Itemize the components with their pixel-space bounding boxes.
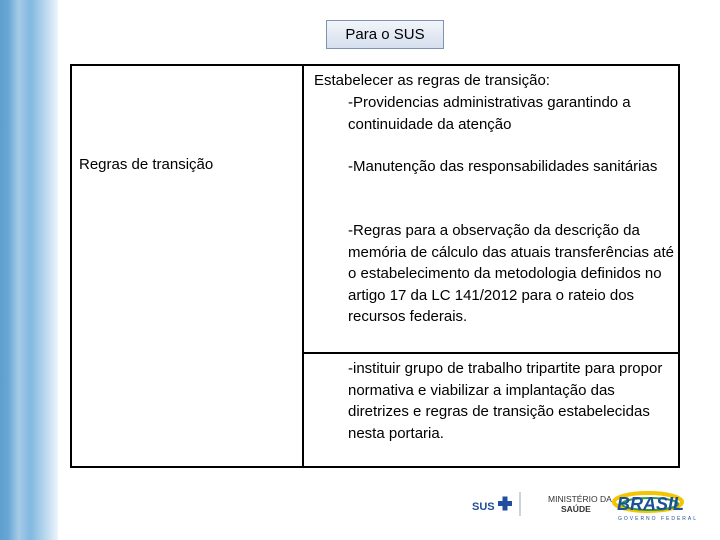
sidebar-sheen	[8, 0, 30, 540]
row-divider	[304, 352, 678, 354]
ministry-line2: SAÚDE	[561, 504, 591, 514]
footer-logos	[468, 484, 704, 524]
ministry-logo	[548, 494, 612, 514]
sus-logo-text: SUS	[472, 501, 495, 513]
footer-logo-strip	[468, 484, 704, 524]
row-label: Regras de transição	[79, 156, 214, 173]
brasil-logo	[614, 493, 698, 522]
brasil-tagline: GOVERNO FEDERAL	[618, 516, 699, 522]
cell-heading: Estabelecer as regras de transição:	[314, 72, 550, 89]
brasil-logo-text: BRASIL	[617, 494, 684, 514]
sus-logo	[472, 497, 512, 514]
ministry-line1: MINISTÉRIO DA	[548, 494, 612, 504]
list-item: -Regras para a observação da descrição da memória de cálculo das atuais transferências até o estabelecimento da metodologia definidos no artigo 17 da LC 141/2012 para o rateio dos recursos federais.	[348, 222, 675, 325]
slide-title: Para o SUS	[326, 20, 444, 49]
decorative-sidebar	[0, 0, 58, 540]
list-item: -Providencias administrativas garantindo a continuidade da atenção	[348, 94, 631, 133]
content-table	[70, 64, 680, 468]
column-divider	[302, 66, 304, 466]
list-item: -instituir grupo de trabalho tripartite para propor normativa e viabilizar a implantação das diretrizes e regras de transição estabelecidas nesta portaria.	[348, 360, 663, 442]
sus-cross-vertical	[503, 497, 508, 511]
list-item: -Manutenção das responsabilidades sanitárias	[348, 158, 658, 175]
